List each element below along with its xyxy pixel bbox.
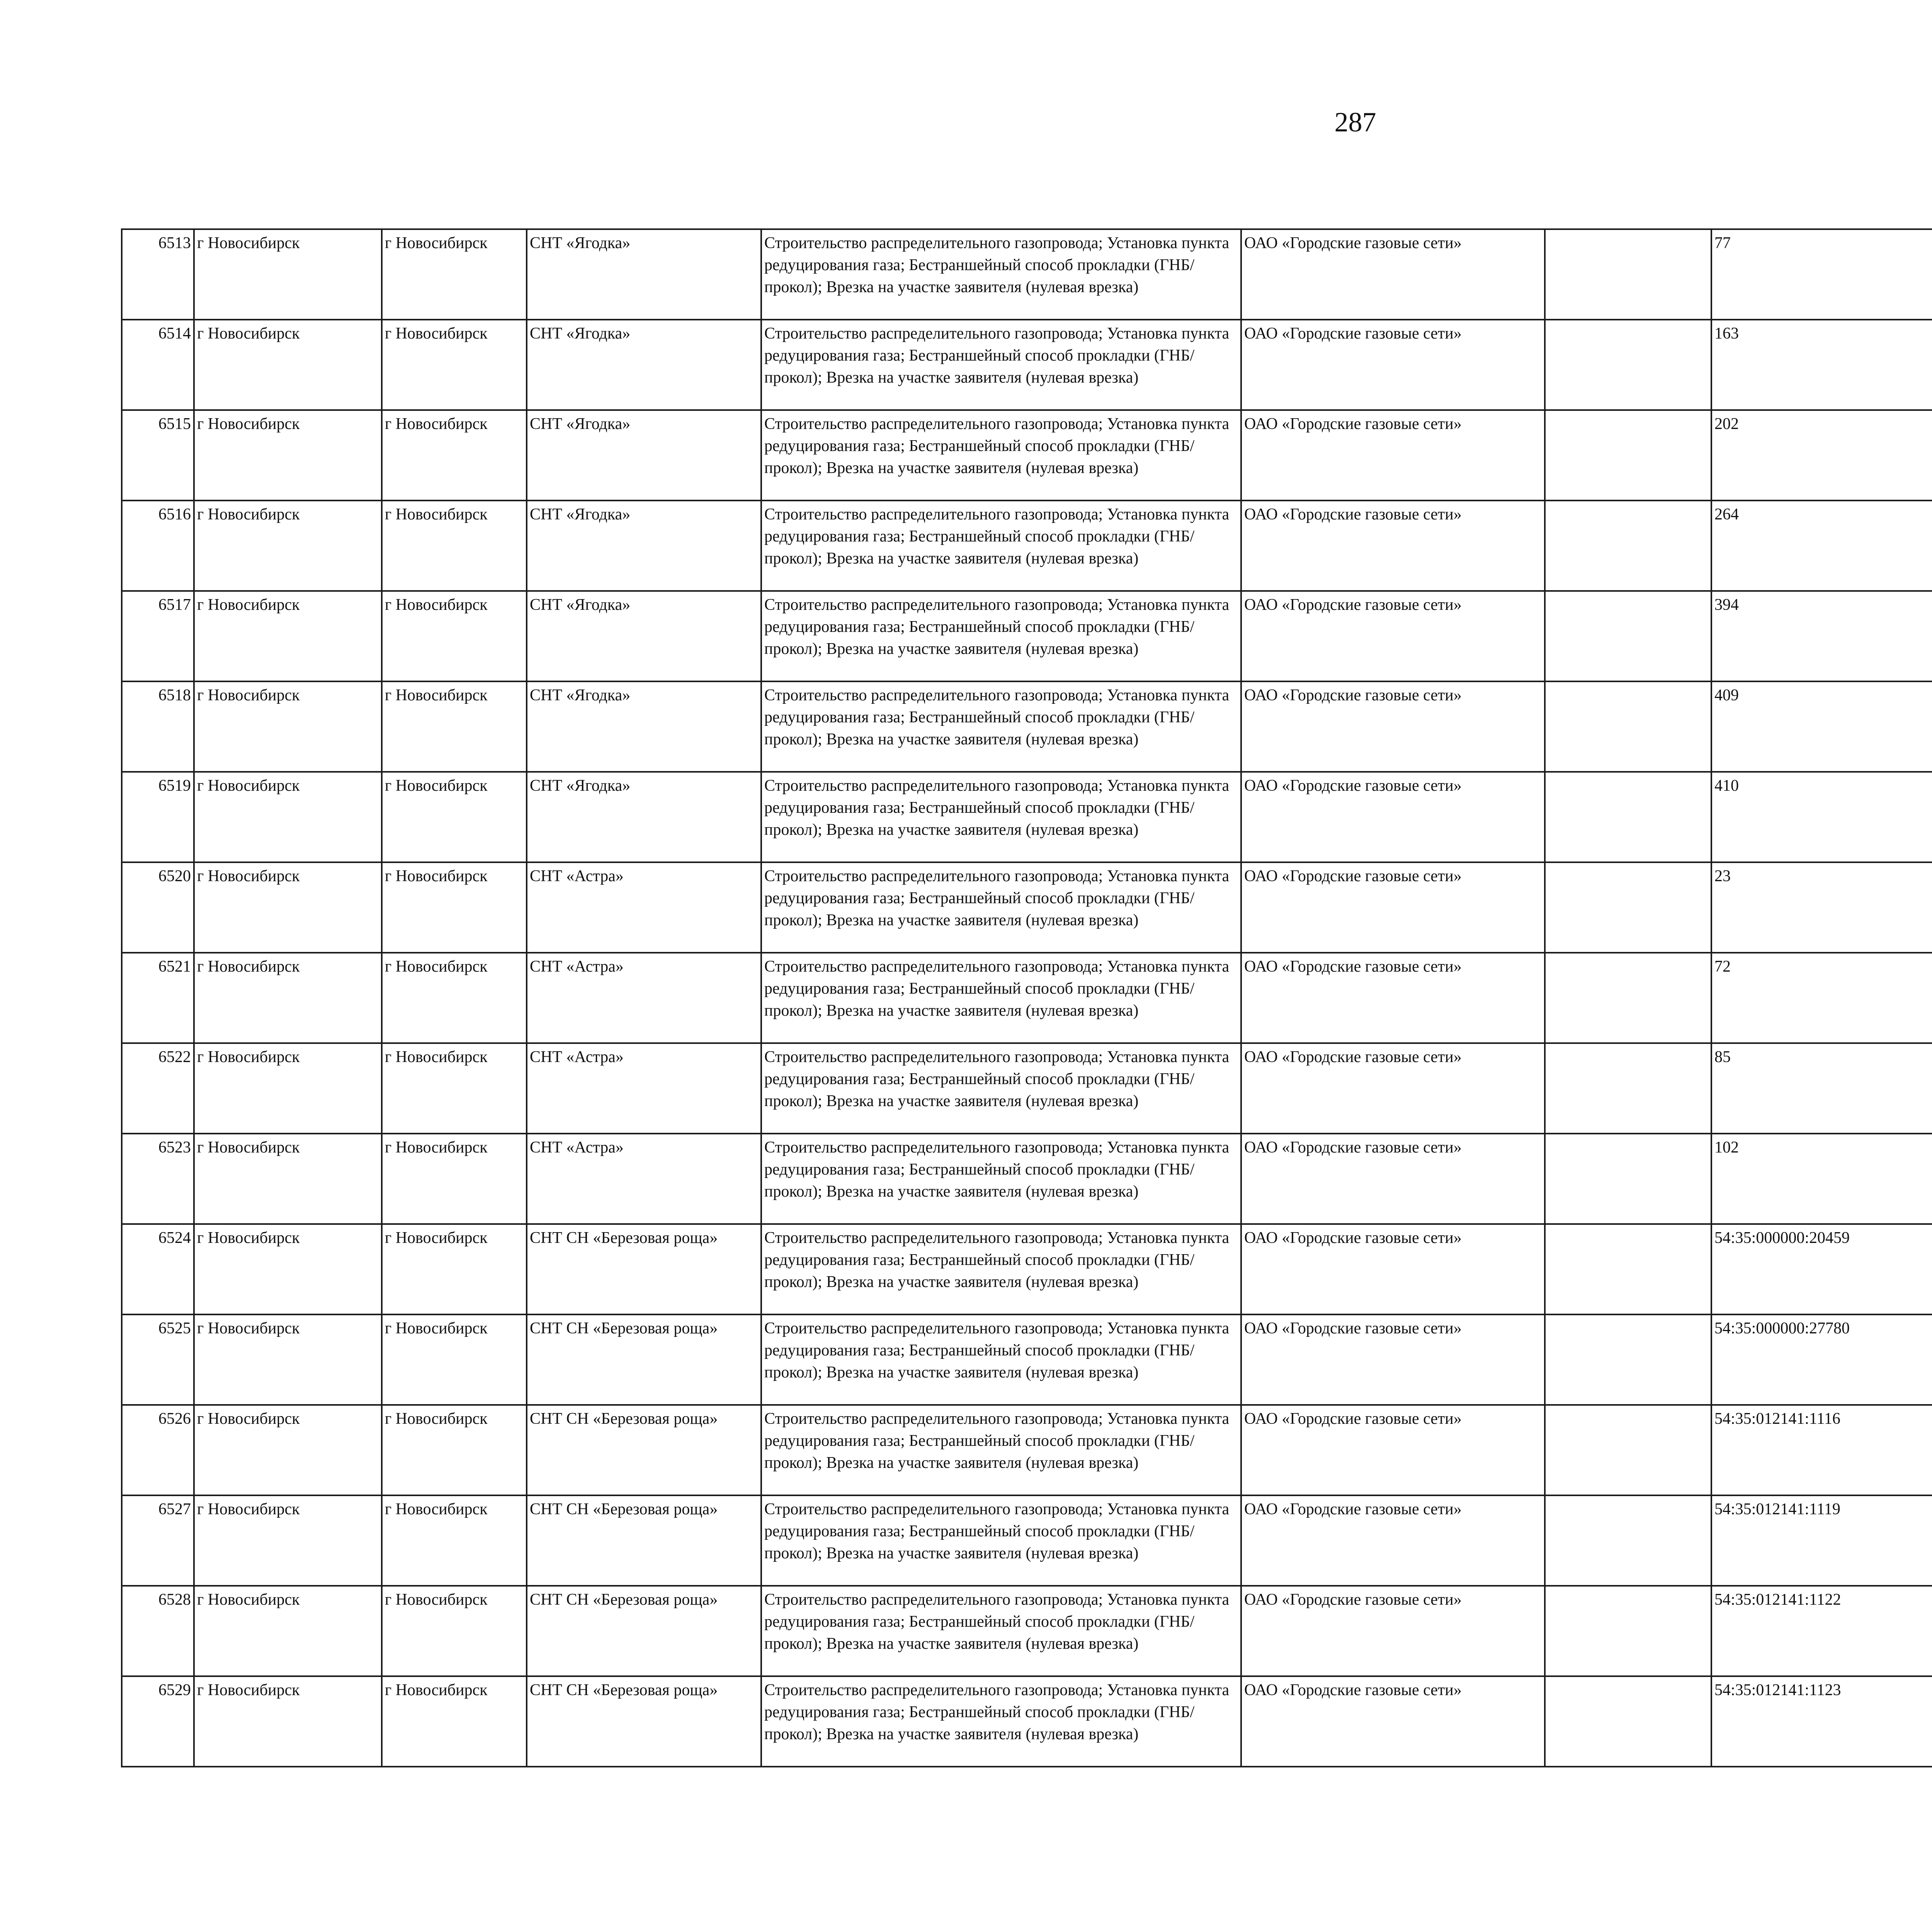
cell-empty-a <box>1545 862 1711 953</box>
cell-object: СНТ «Ягодка» <box>527 591 761 681</box>
cell-work-description: Строительство распределительного газопровода; Установка пункта редуцирования газа; Бестраншейный способ прокладки (ГНБ/прокол); Врезка на участке заявителя (нулевая врезка) <box>761 1043 1241 1134</box>
cell-number: 6516 <box>122 501 194 591</box>
cell-work-description: Строительство распределительного газопровода; Установка пункта редуцирования газа; Бестраншейный способ прокладки (ГНБ/прокол); Врезка на участке заявителя (нулевая врезка) <box>761 1495 1241 1586</box>
cell-municipality: г Новосибирск <box>194 681 382 772</box>
cell-work-description: Строительство распределительного газопровода; Установка пункта редуцирования газа; Бестраншейный способ прокладки (ГНБ/прокол); Врезка на участке заявителя (нулевая врезка) <box>761 681 1241 772</box>
cell-municipality: г Новосибирск <box>194 1495 382 1586</box>
cell-empty-a <box>1545 1676 1711 1767</box>
cell-number: 6526 <box>122 1405 194 1495</box>
cell-organization: ОАО «Городские газовые сети» <box>1241 772 1545 862</box>
cell-cadastral-number: 54:35:000000:27780 <box>1711 1314 1932 1405</box>
cell-cadastral-number: 264 <box>1711 501 1932 591</box>
cell-organization: ОАО «Городские газовые сети» <box>1241 953 1545 1043</box>
cell-organization: ОАО «Городские газовые сети» <box>1241 1314 1545 1405</box>
cell-number: 6513 <box>122 229 194 320</box>
cell-work-description: Строительство распределительного газопровода; Установка пункта редуцирования газа; Бестраншейный способ прокладки (ГНБ/прокол); Врезка на участке заявителя (нулевая врезка) <box>761 862 1241 953</box>
cell-work-description: Строительство распределительного газопровода; Установка пункта редуцирования газа; Бестраншейный способ прокладки (ГНБ/прокол); Врезка на участке заявителя (нулевая врезка) <box>761 772 1241 862</box>
cell-empty-a <box>1545 320 1711 410</box>
table-row <box>122 1405 1932 1495</box>
cell-cadastral-number: 410 <box>1711 772 1932 862</box>
table-row <box>122 1224 1932 1314</box>
cell-settlement: г Новосибирск <box>382 953 527 1043</box>
cell-organization: ОАО «Городские газовые сети» <box>1241 1495 1545 1586</box>
cell-cadastral-number: 394 <box>1711 591 1932 681</box>
cell-number: 6517 <box>122 591 194 681</box>
table-row <box>122 501 1932 591</box>
cell-empty-a <box>1545 1224 1711 1314</box>
cell-municipality: г Новосибирск <box>194 410 382 501</box>
cell-number: 6515 <box>122 410 194 501</box>
cell-organization: ОАО «Городские газовые сети» <box>1241 1405 1545 1495</box>
cell-object: СНТ СН «Березовая роща» <box>527 1676 761 1767</box>
cell-number: 6520 <box>122 862 194 953</box>
cell-empty-a <box>1545 591 1711 681</box>
cell-settlement: г Новосибирск <box>382 862 527 953</box>
cell-work-description: Строительство распределительного газопровода; Установка пункта редуцирования газа; Бестраншейный способ прокладки (ГНБ/прокол); Врезка на участке заявителя (нулевая врезка) <box>761 1224 1241 1314</box>
cell-empty-a <box>1545 1495 1711 1586</box>
cell-settlement: г Новосибирск <box>382 591 527 681</box>
cell-object: СНТ «Астра» <box>527 1043 761 1134</box>
cell-work-description: Строительство распределительного газопровода; Установка пункта редуцирования газа; Бестраншейный способ прокладки (ГНБ/прокол); Врезка на участке заявителя (нулевая врезка) <box>761 320 1241 410</box>
cell-cadastral-number: 54:35:012141:1122 <box>1711 1586 1932 1676</box>
cell-organization: ОАО «Городские газовые сети» <box>1241 1586 1545 1676</box>
table-row <box>122 410 1932 501</box>
cell-object: СНТ СН «Березовая роща» <box>527 1405 761 1495</box>
cell-organization: ОАО «Городские газовые сети» <box>1241 862 1545 953</box>
cell-empty-a <box>1545 1043 1711 1134</box>
cell-organization: ОАО «Городские газовые сети» <box>1241 501 1545 591</box>
table-row <box>122 1314 1932 1405</box>
cell-number: 6519 <box>122 772 194 862</box>
cell-empty-a <box>1545 1134 1711 1224</box>
cell-organization: ОАО «Городские газовые сети» <box>1241 591 1545 681</box>
cell-municipality: г Новосибирск <box>194 1043 382 1134</box>
cell-work-description: Строительство распределительного газопровода; Установка пункта редуцирования газа; Бестраншейный способ прокладки (ГНБ/прокол); Врезка на участке заявителя (нулевая врезка) <box>761 229 1241 320</box>
cell-municipality: г Новосибирск <box>194 1676 382 1767</box>
cell-empty-a <box>1545 1405 1711 1495</box>
cell-empty-a <box>1545 772 1711 862</box>
cell-object: СНТ «Астра» <box>527 862 761 953</box>
cell-number: 6527 <box>122 1495 194 1586</box>
cell-settlement: г Новосибирск <box>382 1134 527 1224</box>
cell-empty-a <box>1545 410 1711 501</box>
cell-number: 6521 <box>122 953 194 1043</box>
cell-empty-a <box>1545 681 1711 772</box>
cell-number: 6518 <box>122 681 194 772</box>
cell-settlement: г Новосибирск <box>382 1405 527 1495</box>
cell-municipality: г Новосибирск <box>194 501 382 591</box>
cell-organization: ОАО «Городские газовые сети» <box>1241 1043 1545 1134</box>
cell-municipality: г Новосибирск <box>194 953 382 1043</box>
cell-settlement: г Новосибирск <box>382 229 527 320</box>
table-row <box>122 320 1932 410</box>
cell-organization: ОАО «Городские газовые сети» <box>1241 410 1545 501</box>
cell-work-description: Строительство распределительного газопровода; Установка пункта редуцирования газа; Бестраншейный способ прокладки (ГНБ/прокол); Врезка на участке заявителя (нулевая врезка) <box>761 1405 1241 1495</box>
cell-empty-a <box>1545 501 1711 591</box>
gasification-table <box>121 228 1932 1767</box>
cell-number: 6522 <box>122 1043 194 1134</box>
cell-empty-a <box>1545 229 1711 320</box>
cell-cadastral-number: 54:35:012141:1116 <box>1711 1405 1932 1495</box>
cell-settlement: г Новосибирск <box>382 410 527 501</box>
cell-cadastral-number: 102 <box>1711 1134 1932 1224</box>
cell-municipality: г Новосибирск <box>194 1134 382 1224</box>
cell-object: СНТ «Ягодка» <box>527 772 761 862</box>
table-row <box>122 1586 1932 1676</box>
table-row <box>122 229 1932 320</box>
cell-municipality: г Новосибирск <box>194 229 382 320</box>
cell-empty-a <box>1545 1586 1711 1676</box>
cell-object: СНТ «Астра» <box>527 1134 761 1224</box>
cell-settlement: г Новосибирск <box>382 1314 527 1405</box>
table-row <box>122 1043 1932 1134</box>
cell-work-description: Строительство распределительного газопровода; Установка пункта редуцирования газа; Бестраншейный способ прокладки (ГНБ/прокол); Врезка на участке заявителя (нулевая врезка) <box>761 1314 1241 1405</box>
cell-number: 6523 <box>122 1134 194 1224</box>
cell-cadastral-number: 163 <box>1711 320 1932 410</box>
cell-work-description: Строительство распределительного газопровода; Установка пункта редуцирования газа; Бестраншейный способ прокладки (ГНБ/прокол); Врезка на участке заявителя (нулевая врезка) <box>761 501 1241 591</box>
cell-cadastral-number: 409 <box>1711 681 1932 772</box>
cell-settlement: г Новосибирск <box>382 772 527 862</box>
cell-work-description: Строительство распределительного газопровода; Установка пункта редуцирования газа; Бестраншейный способ прокладки (ГНБ/прокол); Врезка на участке заявителя (нулевая врезка) <box>761 1676 1241 1767</box>
cell-number: 6529 <box>122 1676 194 1767</box>
cell-object: СНТ «Ягодка» <box>527 501 761 591</box>
table-row <box>122 1134 1932 1224</box>
cell-organization: ОАО «Городские газовые сети» <box>1241 681 1545 772</box>
table-row <box>122 772 1932 862</box>
cell-cadastral-number: 54:35:012141:1123 <box>1711 1676 1932 1767</box>
cell-object: СНТ СН «Березовая роща» <box>527 1495 761 1586</box>
cell-organization: ОАО «Городские газовые сети» <box>1241 1224 1545 1314</box>
cell-municipality: г Новосибирск <box>194 1314 382 1405</box>
cell-settlement: г Новосибирск <box>382 1586 527 1676</box>
cell-municipality: г Новосибирск <box>194 320 382 410</box>
cell-number: 6524 <box>122 1224 194 1314</box>
cell-cadastral-number: 23 <box>1711 862 1932 953</box>
cell-work-description: Строительство распределительного газопровода; Установка пункта редуцирования газа; Бестраншейный способ прокладки (ГНБ/прокол); Врезка на участке заявителя (нулевая врезка) <box>761 1134 1241 1224</box>
cell-organization: ОАО «Городские газовые сети» <box>1241 229 1545 320</box>
cell-number: 6525 <box>122 1314 194 1405</box>
cell-object: СНТ «Ягодка» <box>527 410 761 501</box>
cell-cadastral-number: 54:35:012141:1119 <box>1711 1495 1932 1586</box>
table-row <box>122 1676 1932 1767</box>
cell-cadastral-number: 72 <box>1711 953 1932 1043</box>
cell-municipality: г Новосибирск <box>194 591 382 681</box>
table-row <box>122 862 1932 953</box>
cell-object: СНТ СН «Березовая роща» <box>527 1224 761 1314</box>
cell-organization: ОАО «Городские газовые сети» <box>1241 320 1545 410</box>
cell-organization: ОАО «Городские газовые сети» <box>1241 1134 1545 1224</box>
cell-object: СНТ «Ягодка» <box>527 681 761 772</box>
cell-object: СНТ «Астра» <box>527 953 761 1043</box>
cell-municipality: г Новосибирск <box>194 772 382 862</box>
cell-settlement: г Новосибирск <box>382 320 527 410</box>
cell-settlement: г Новосибирск <box>382 1676 527 1767</box>
cell-work-description: Строительство распределительного газопровода; Установка пункта редуцирования газа; Бестраншейный способ прокладки (ГНБ/прокол); Врезка на участке заявителя (нулевая врезка) <box>761 1586 1241 1676</box>
cell-settlement: г Новосибирск <box>382 1495 527 1586</box>
cell-municipality: г Новосибирск <box>194 1224 382 1314</box>
cell-object: СНТ «Ягодка» <box>527 320 761 410</box>
cell-municipality: г Новосибирск <box>194 862 382 953</box>
table-row <box>122 953 1932 1043</box>
cell-municipality: г Новосибирск <box>194 1405 382 1495</box>
cell-cadastral-number: 77 <box>1711 229 1932 320</box>
cell-work-description: Строительство распределительного газопровода; Установка пункта редуцирования газа; Бестраншейный способ прокладки (ГНБ/прокол); Врезка на участке заявителя (нулевая врезка) <box>761 410 1241 501</box>
cell-cadastral-number: 202 <box>1711 410 1932 501</box>
cell-object: СНТ СН «Березовая роща» <box>527 1586 761 1676</box>
table-row <box>122 681 1932 772</box>
cell-number: 6514 <box>122 320 194 410</box>
table-body <box>122 229 1932 1767</box>
cell-organization: ОАО «Городские газовые сети» <box>1241 1676 1545 1767</box>
cell-object: СНТ СН «Березовая роща» <box>527 1314 761 1405</box>
cell-cadastral-number: 85 <box>1711 1043 1932 1134</box>
cell-number: 6528 <box>122 1586 194 1676</box>
table-row <box>122 591 1932 681</box>
cell-municipality: г Новосибирск <box>194 1586 382 1676</box>
cell-cadastral-number: 54:35:000000:20459 <box>1711 1224 1932 1314</box>
table-row <box>122 1495 1932 1586</box>
cell-empty-a <box>1545 953 1711 1043</box>
cell-settlement: г Новосибирск <box>382 681 527 772</box>
cell-work-description: Строительство распределительного газопровода; Установка пункта редуцирования газа; Бестраншейный способ прокладки (ГНБ/прокол); Врезка на участке заявителя (нулевая врезка) <box>761 591 1241 681</box>
cell-settlement: г Новосибирск <box>382 1224 527 1314</box>
page-number: 287 <box>1334 107 1376 138</box>
cell-object: СНТ «Ягодка» <box>527 229 761 320</box>
cell-empty-a <box>1545 1314 1711 1405</box>
cell-settlement: г Новосибирск <box>382 501 527 591</box>
cell-settlement: г Новосибирск <box>382 1043 527 1134</box>
cell-work-description: Строительство распределительного газопровода; Установка пункта редуцирования газа; Бестраншейный способ прокладки (ГНБ/прокол); Врезка на участке заявителя (нулевая врезка) <box>761 953 1241 1043</box>
